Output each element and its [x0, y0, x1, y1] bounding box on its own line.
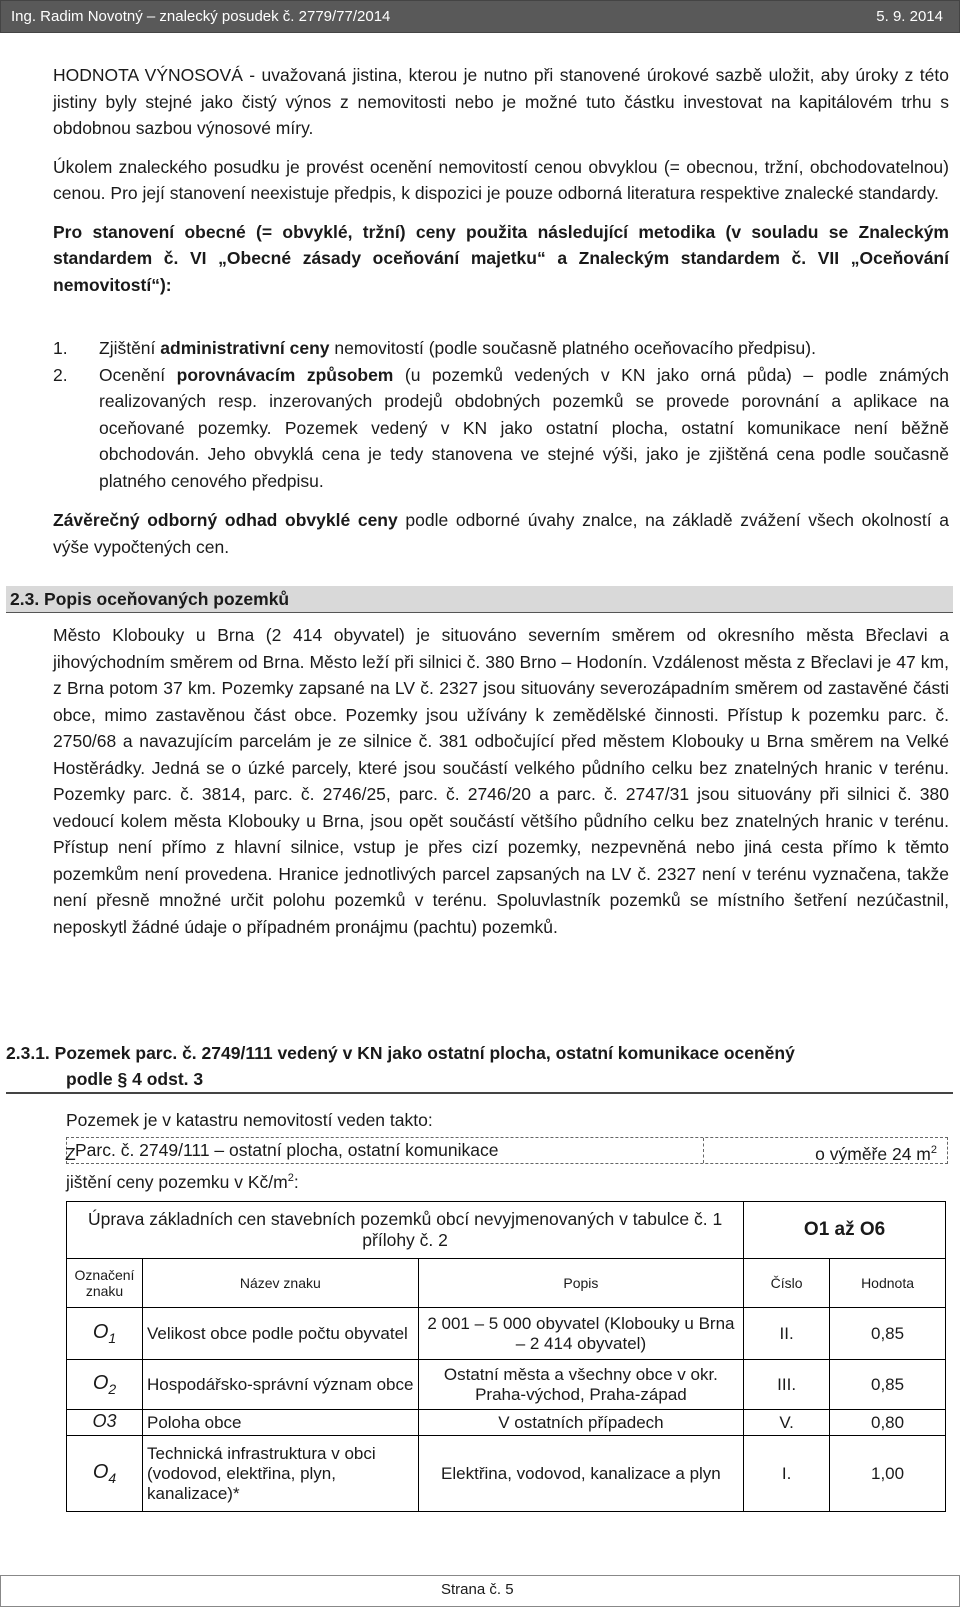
section-heading-2-3: 2.3. Popis oceňovaných pozemků — [6, 586, 953, 613]
page-number: Strana č. 5 — [441, 1581, 514, 1598]
col-header-desc: Popis — [418, 1259, 744, 1308]
row-value: 0,85 — [830, 1360, 946, 1410]
paragraph-income-value: HODNOTA VÝNOSOVÁ - uvažovaná jistina, kterou je nutno při stanovené úrokové sazbě uložit, aby úroky z této jistiny byly stejné jako čistý výnos z nemovitosti nebo je možné tuto částku investovat na kapitálovém trhu s obdobnou sazbou výnosové míry. — [53, 65, 949, 138]
col-header-value: Hodnota — [830, 1259, 946, 1308]
row-name: Poloha obce — [142, 1410, 418, 1436]
page-footer — [0, 1575, 960, 1607]
section-2-3-text: Město Klobouky u Brna (2 414 obyvatel) je situováno severním směrem od okresního města Břeclavi a jihovýchodním směrem od Brna. Město leží při silnici č. 380 Brno – Hodonín. Vzdálenost města z Břeclavi je 47 km, z Brna potom 37 km. Pozemky zapsané na LV č. 2327 jsou situovány severozápadním směrem od zastavěné části obce, mimo zastavěnou část obce. Pozemky jsou užívány k zemědělské činnosti. Přístup k pozemku parc. č. 2750/68 a navazujícím parcelám je ze silnice č. 381 odbočující před městem Klobouky u Brna směrem na Velké Hostěrádky. Jedná se o úzké parcely, které jsou součástí velkého půdního celku bez znatelných hranic v terénu. Pozemky parc. č. 3814, parc. č. 2746/25, parc. č. 2746/20 a parc. č. 2747/31 jsou situovány při silnici č. 380 vedoucí kolem města Klobouky u Brna, jsou opět součástí většího půdního celku bez znatelných hranic v terénu. Přístup není přímo z hlavní silnice, vstup je přes cizí pozemky, nezpevněná nebo jiná cesta přímo k těmto pozemkům není provedena. Hranice jednotlivých parcel zapsaných na LV č. 2327 není v terénu vyznačena, takže není přesně množné určit polohu pozemků v terénu. Spoluvlastník pozemků se místního šetření nezúčastnil, neposkytl žádné údaje o případném pronájmu (pachtu) pozemků. — [53, 625, 949, 937]
section-heading-2-3-1: 2.3.1. Pozemek parc. č. 2749/111 vedený v KN jako ostatní plocha, ostatní komunikace oceněný podle § 4 odst. 3 — [6, 1040, 953, 1094]
header-document-title: Ing. Radim Novotný – znalecký posudek č. 2779/77/2014 — [11, 8, 391, 25]
table-title: Úprava základních cen stavebních pozemků obcí nevyjmenovaných v tabulce č. 1 přílohy č. 2 — [67, 1202, 744, 1259]
paragraph-task: Úkolem znaleckého posudku je provést ocenění nemovitostí cenou obvyklou (= obecnou, tržní, obchodovatelnou) cenou. Pro její stanovení neexistuje předpis, k dispozici je pouze odborná literatura respektive znalecké standardy. — [53, 156, 949, 203]
col-header-name: Název znaku — [142, 1259, 418, 1308]
stray-letter: Z — [65, 1144, 76, 1164]
cadastre-intro: Pozemek je v katastru nemovitostí veden takto: — [66, 1110, 433, 1130]
table-row — [67, 1360, 946, 1410]
row-value: 0,80 — [830, 1410, 946, 1436]
row-value: 1,00 — [830, 1436, 946, 1512]
row-name: Technická infrastruktura v obci (vodovod, elektřina, plyn, kanalizace)* — [142, 1436, 418, 1512]
row-value: 0,85 — [830, 1308, 946, 1360]
list-item: 2. Ocenění porovnávacím způsobem (u pozemků vedených v KN jako orná půda) – podle známých realizovaných resp. inzerovaných prodejů obdobných pozemků se provede porovnání a aplikace na oceňované pozemky. Pozemek vedený v KN jako ostatní plocha, ostatní komunikace není běžně obchodován. Jeho obvyklá cena je tedy stanovena ve stejné výši, jako je zjištěná cena podle současně platného cenového předpisu. — [53, 362, 949, 495]
table-row — [67, 1308, 946, 1360]
row-desc: Ostatní města a všechny obce v okr. Praha-východ, Praha-západ — [418, 1360, 744, 1410]
table-title-row — [67, 1202, 946, 1259]
row-symbol: $O_2$ — [67, 1360, 143, 1410]
table-header-row — [67, 1259, 946, 1308]
parcel-area: o výměře 24 $m^2$ — [815, 1143, 937, 1164]
header-date: 5. 9. 2014 — [876, 8, 943, 25]
list-number: 2. — [53, 364, 68, 385]
box-divider — [703, 1138, 704, 1163]
methodology-list — [53, 335, 949, 494]
parcel-record-box — [66, 1137, 948, 1164]
page-header — [0, 0, 960, 33]
list-number: 1. — [53, 338, 68, 358]
parcel-description: Parc. č. 2749/111 – ostatní plocha, ostatní komunikace — [75, 1140, 499, 1160]
list-item: 1. Zjištění administrativní ceny nemovitostí (podle současně platného oceňovacího předpisu). — [53, 335, 949, 362]
row-desc: V ostatních případech — [418, 1410, 744, 1436]
col-header-num: Číslo — [744, 1259, 830, 1308]
row-symbol: $O_1$ — [67, 1308, 143, 1360]
row-desc: 2 001 – 5 000 obyvatel (Klobouky u Brna – 2 414 obyvatel) — [418, 1308, 744, 1360]
table-row — [67, 1436, 946, 1512]
row-desc: Elektřina, vodovod, kanalizace a plyn — [418, 1436, 744, 1512]
row-num: III. — [744, 1360, 830, 1410]
row-num: V. — [744, 1410, 830, 1436]
row-num: II. — [744, 1308, 830, 1360]
table-row — [67, 1410, 946, 1436]
row-name: Hospodářsko-správní význam obce — [142, 1360, 418, 1410]
col-header-symbol: Označení znaku — [67, 1259, 143, 1308]
intro-text — [53, 62, 949, 298]
paragraph-methodology: Pro stanovení obecné (= obvyklé, tržní) ceny použita následující metodika (v souladu se Znaleckým standardem č. VI „Obecné zásady oceňování majetku“ a Znaleckým standardem č. VII „Oceňování nemovitostí“): — [53, 221, 949, 295]
row-name: Velikost obce podle počtu obyvatel — [142, 1308, 418, 1360]
coefficient-table — [66, 1201, 946, 1512]
row-symbol: O3 — [67, 1410, 143, 1436]
row-symbol: $O_4$ — [67, 1436, 143, 1512]
conclusion-paragraph: Závěrečný odborný odhad obvyklé ceny podle odborné úvahy znalce, na základě zvážení všech okolností a výše vypočtených cen. — [53, 510, 949, 557]
row-num: I. — [744, 1436, 830, 1512]
table-range: O1 až O6 — [744, 1202, 946, 1259]
price-caption: jištění ceny pozemku v $Kč/m^2$: — [66, 1172, 299, 1192]
